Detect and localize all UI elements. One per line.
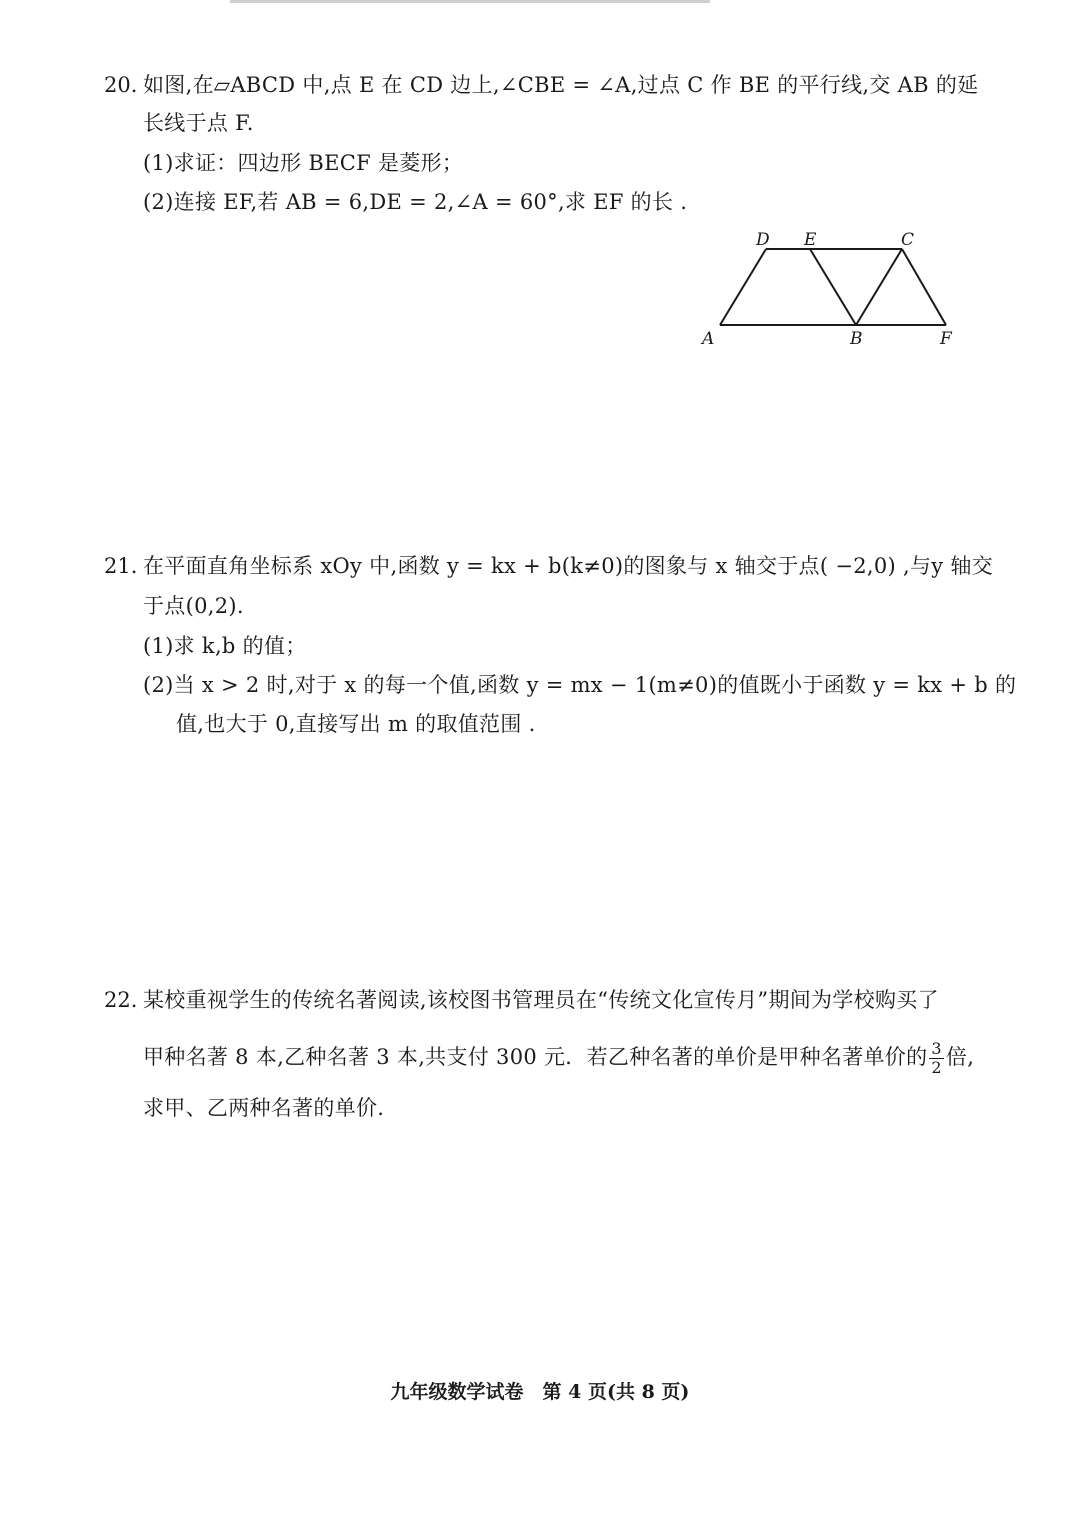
q20-number: 20. — [104, 73, 138, 97]
q20-stem-line2: 长线于点 F. — [143, 111, 254, 135]
segment-BC — [856, 249, 902, 325]
q20-part2: (2)连接 EF,若 AB = 6,DE = 2,∠A = 60°,求 EF 的长 . — [143, 190, 688, 214]
q21-number: 21. — [104, 554, 138, 578]
label-D: D — [756, 230, 770, 250]
q21-part2-line1: (2)当 x > 2 时,对于 x 的每一个值,函数 y = mx − 1(m≠0)的值既小于函数 y = kx + b 的 — [143, 673, 1017, 697]
fraction-three-halves — [929, 1040, 943, 1077]
q22-stem-line3: 求甲、乙两种名著的单价. — [143, 1096, 385, 1120]
segment-EB — [810, 249, 856, 325]
q20-geometry-figure — [690, 222, 980, 352]
page-footer: 九年级数学试卷 第 4 页(共 8 页) — [390, 1381, 690, 1403]
label-C: C — [901, 230, 915, 250]
q22-number: 22. — [104, 988, 138, 1012]
segment-CF — [902, 249, 946, 325]
q21-stem-line1: 在平面直角坐标系 xOy 中,函数 y = kx + b(k≠0)的图象与 x 轴交于点( −2,0) ,与y 轴交 — [143, 554, 993, 578]
segment-AD — [720, 249, 766, 325]
q21-part1: (1)求 k,b 的值； — [143, 634, 307, 658]
label-E: E — [804, 230, 817, 250]
q22-line2-text: 甲种名著 8 本,乙种名著 3 本,共支付 300 元．若乙种名著的单价是甲种名著单价的 — [143, 1045, 928, 1069]
q21-part2-line2: 值,也大于 0,直接写出 m 的取值范围 . — [176, 712, 536, 736]
q22-stem-line2 — [143, 1040, 974, 1077]
label-A: A — [702, 329, 715, 349]
q22-stem-line1: 某校重视学生的传统名著阅读,该校图书管理员在“传统文化宣传月”期间为学校购买了 — [143, 988, 939, 1012]
label-B: B — [850, 329, 863, 349]
fraction-denominator: 2 — [931, 1058, 942, 1077]
q21-stem-line2: 于点(0,2). — [143, 594, 244, 618]
page-top-edge — [230, 0, 710, 3]
q20-part1: (1)求证：四边形 BECF 是菱形； — [143, 151, 464, 175]
label-F: F — [940, 329, 952, 349]
q22-line2-suffix: 倍, — [945, 1045, 975, 1069]
fraction-numerator: 3 — [931, 1039, 942, 1058]
q20-stem-line1: 如图,在▱ABCD 中,点 E 在 CD 边上,∠CBE = ∠A,过点 C 作 BE 的平行线,交 AB 的延 — [143, 73, 979, 97]
